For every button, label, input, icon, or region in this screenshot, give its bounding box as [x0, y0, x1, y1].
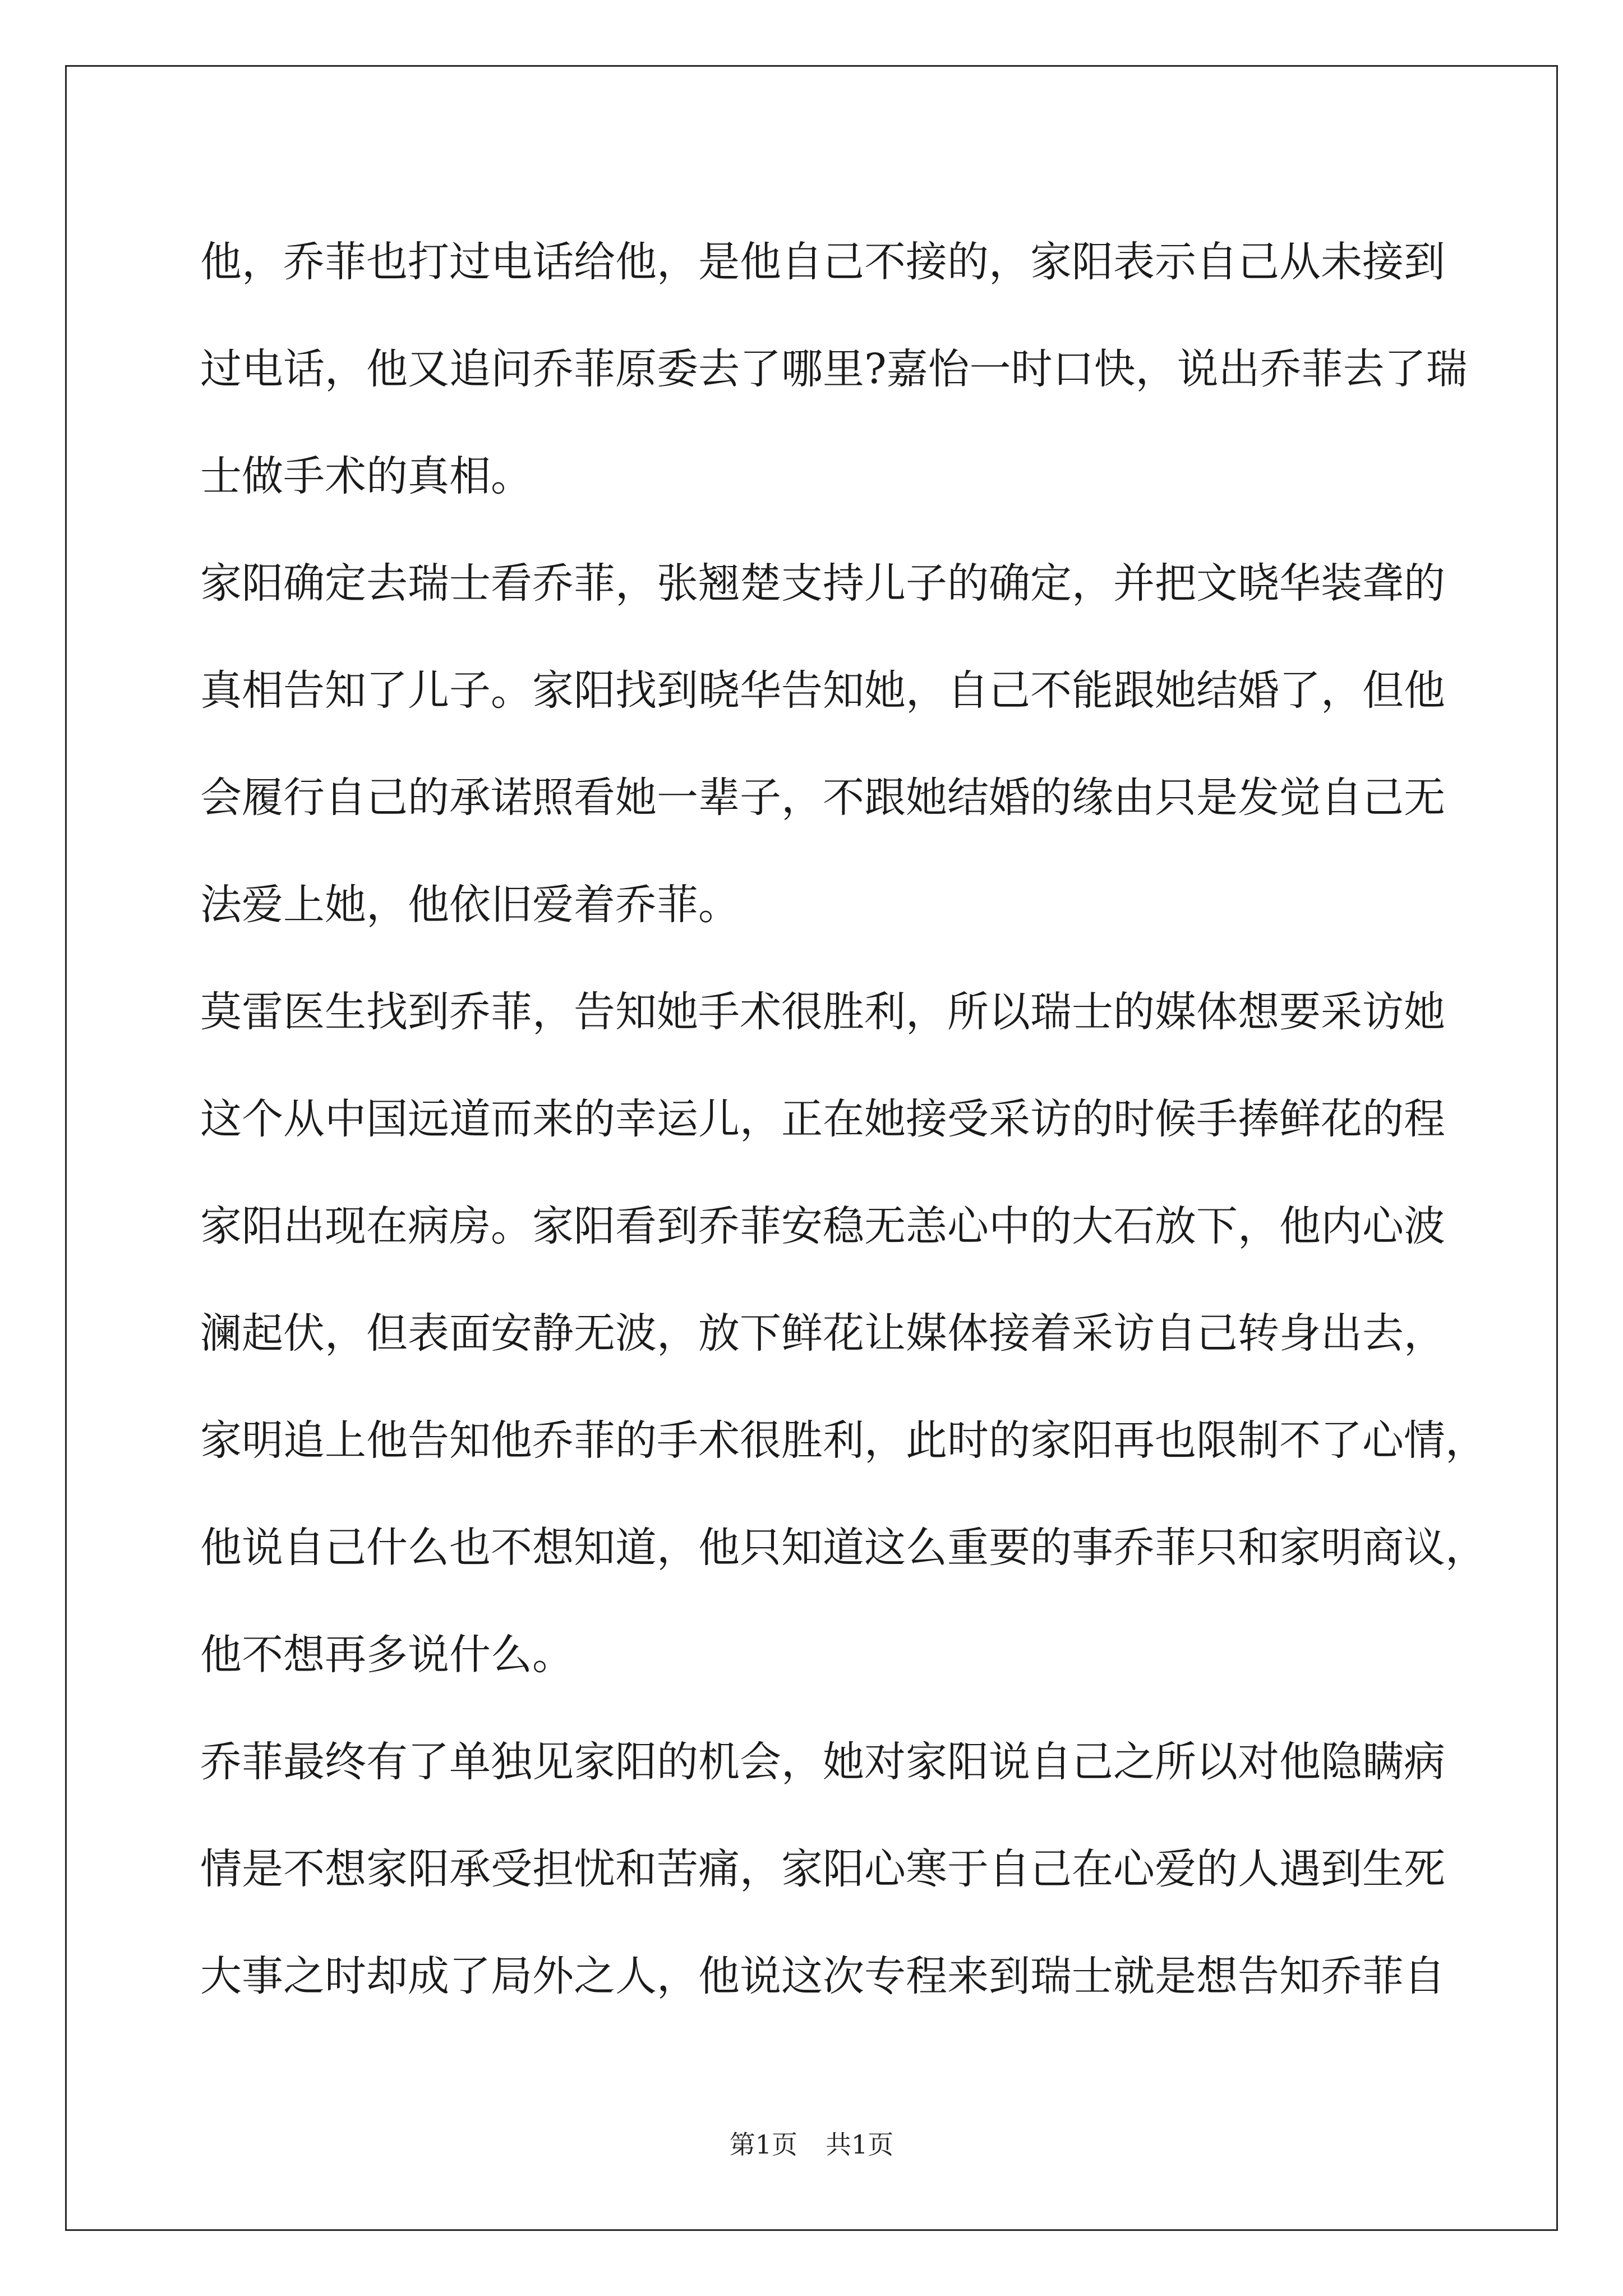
text-line: 家明追上他告知他乔菲的手术很胜利，此时的家阳再也限制不了心情， [200, 1416, 1487, 1465]
text-line: 莫雷医生找到乔菲，告知她手术很胜利，所以瑞士的媒体想要采访她 [200, 988, 1445, 1036]
text-line: 士做手术的真相。 [200, 452, 532, 500]
text-line: 他说自己什么也不想知道，他只知道这么重要的事乔菲只和家明商议， [200, 1524, 1487, 1572]
text-line: 这个从中国远道而来的幸运儿，正在她接受采访的时候手捧鲜花的程 [200, 1095, 1445, 1143]
text-line: 他，乔菲也打过电话给他，是他自己不接的，家阳表示自己从未接到 [200, 238, 1445, 286]
text-line: 情是不想家阳承受担忧和苦痛，家阳心寒于自己在心爱的人遇到生死 [200, 1845, 1445, 1893]
text-line: 澜起伏，但表面安静无波，放下鲜花让媒体接着采访自己转身出去， [200, 1309, 1445, 1358]
text-line: 法爱上她，他依旧爱着乔菲。 [200, 881, 740, 929]
page-total: 共1页 [826, 2129, 894, 2160]
text-line: 他不想再多说什么。 [200, 1631, 574, 1679]
text-line: 乔菲最终有了单独见家阳的机会，她对家阳说自己之所以对他隐瞒病 [200, 1738, 1445, 1786]
text-line: 真相告知了儿子。家阳找到晓华告知她，自己不能跟她结婚了，但他 [200, 666, 1445, 715]
page-number: 第1页 [729, 2129, 797, 2160]
text-line: 大事之时却成了局外之人，他说这次专程来到瑞士就是想告知乔菲自 [200, 1952, 1445, 2000]
document-body [200, 209, 1487, 2030]
text-line: 过电话，他又追问乔菲原委去了哪里?嘉怡一时口快，说出乔菲去了瑞 [200, 345, 1468, 393]
text-line: 会履行自己的承诺照看她一辈子，不跟她结婚的缘由只是发觉自己无 [200, 774, 1445, 822]
page-footer [0, 2128, 1623, 2161]
text-line: 家阳出现在病房。家阳看到乔菲安稳无恙心中的大石放下，他内心波 [200, 1202, 1445, 1250]
text-line: 家阳确定去瑞士看乔菲，张翘楚支持儿子的确定，并把文晓华装聋的 [200, 559, 1445, 608]
